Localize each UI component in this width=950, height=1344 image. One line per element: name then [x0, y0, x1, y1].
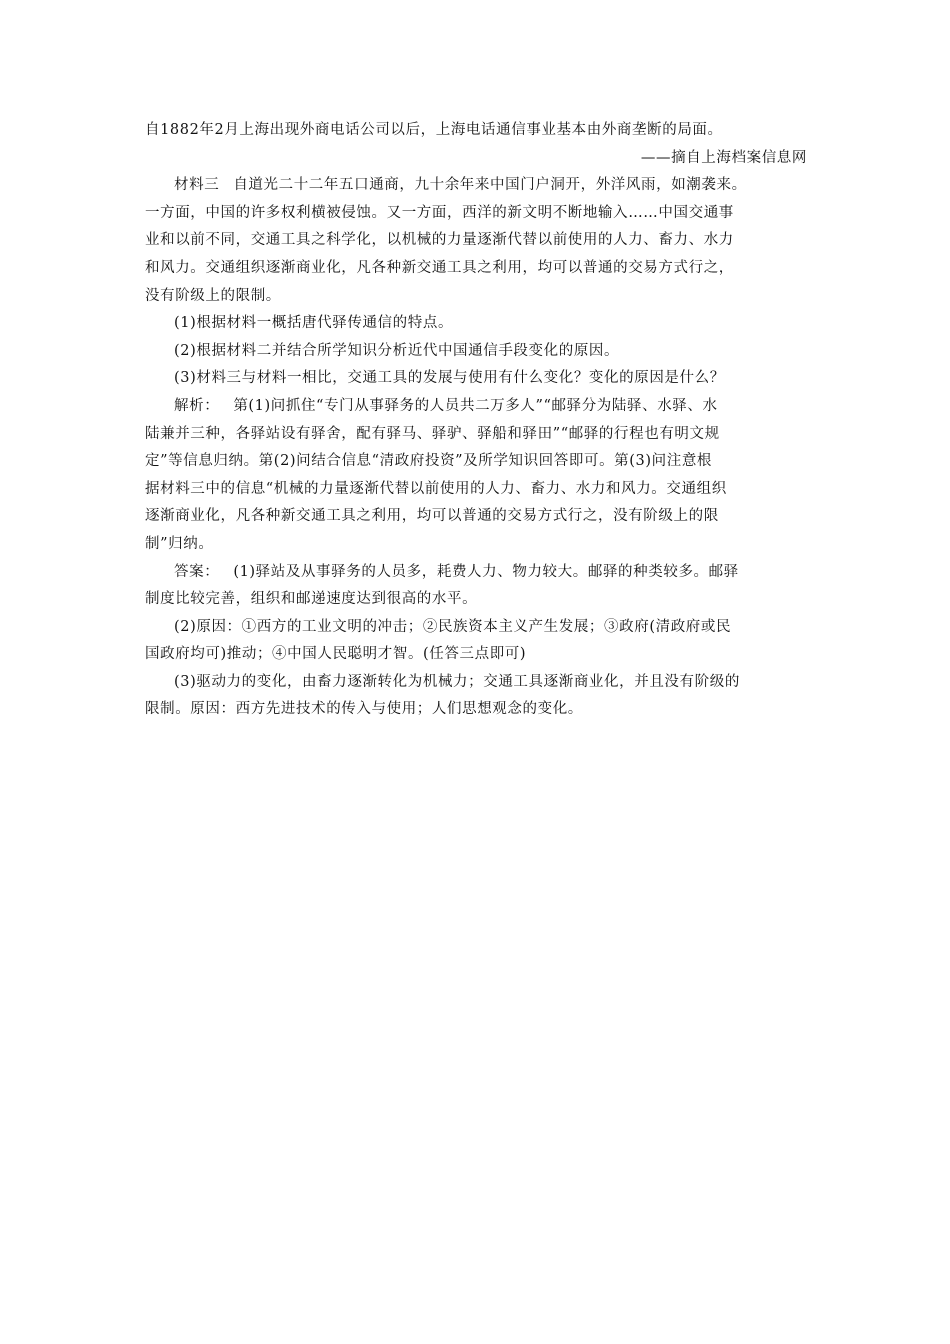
- material3-first-line: [145, 172, 807, 200]
- material2-tail-line: 自1882年2月上海出现外商电话公司以后，上海电话通信事业基本由外商垄断的局面。: [145, 122, 723, 138]
- analysis-text: 第(1)问抓住“专门从事驿务的人员共二万多人”“邮驿分为陆驿、水驿、水: [233, 397, 718, 414]
- analysis-first-line: [145, 393, 807, 421]
- answer-first-line: [145, 559, 807, 587]
- material3-label: 材料三: [174, 177, 220, 194]
- analysis-line: 逐渐商业化，凡各种新交通工具之利用，均可以普通的交易方式行之，没有阶级上的限: [145, 508, 719, 525]
- answer-label: 答案：: [174, 563, 220, 580]
- document-body: [145, 117, 807, 724]
- material3-line: 没有阶级上的限制。: [145, 287, 281, 304]
- material3-line: 和风力。交通组织逐渐商业化，凡各种新交通工具之利用，均可以普通的交易方式行之，: [145, 259, 734, 276]
- analysis-line: 据材料三中的信息“机械的力量逐渐代替以前使用的人力、畜力、水力和风力。交通组织: [145, 480, 727, 497]
- analysis-line: 陆兼并三种，各驿站设有驿舍，配有驿马、驿驴、驿船和驿田”“邮驿的行程也有明文规: [145, 425, 720, 442]
- material3-line: 业和以前不同，交通工具之科学化，以机械的力量逐渐代替以前使用的人力、畜力、水力: [145, 232, 734, 249]
- answer-2-line: 国政府均可)推动；④中国人民聪明才智。(任答三点即可): [145, 646, 527, 663]
- analysis-line: 制”归纳。: [145, 535, 214, 552]
- question-1: (1)根据材料一概括唐代驿传通信的特点。: [174, 315, 454, 332]
- answer-2-line: (2)原因：①西方的工业文明的冲击；②民族资本主义产生发展；③政府(清政府或民: [174, 618, 732, 635]
- analysis-line: 定”等信息归纳。第(2)问结合信息“清政府投资”及所学知识回答即可。第(3)问注意根: [145, 453, 713, 470]
- question-3: (3)材料三与材料一相比，交通工具的发展与使用有什么变化？变化的原因是什么？: [174, 370, 725, 387]
- analysis-label: 解析：: [174, 397, 220, 414]
- material2-source: ——摘自上海档案信息网: [640, 149, 807, 166]
- answer-3-line: (3)驱动力的变化，由畜力逐渐转化为机械力；交通工具逐渐商业化，并且没有阶级的: [174, 673, 740, 690]
- answer-1-text: (1)驿站及从事驿务的人员多，耗费人力、物力较大。邮驿的种类较多。邮驿: [233, 563, 739, 580]
- material3-text: 自道光二十二年五口通商，九十余年来中国门户洞开，外洋风雨，如潮袭来。: [233, 177, 747, 194]
- answer-3-line: 限制。原因：西方先进技术的传入与使用；人们思想观念的变化。: [145, 701, 583, 718]
- material3-line: 一方面，中国的许多权利横被侵蚀。又一方面，西洋的新文明不断地输入……中国交通事: [145, 204, 734, 221]
- question-2: (2)根据材料二并结合所学知识分析近代中国通信手段变化的原因。: [174, 342, 620, 359]
- answer-1-line: 制度比较完善，组织和邮递速度达到很高的水平。: [145, 591, 478, 608]
